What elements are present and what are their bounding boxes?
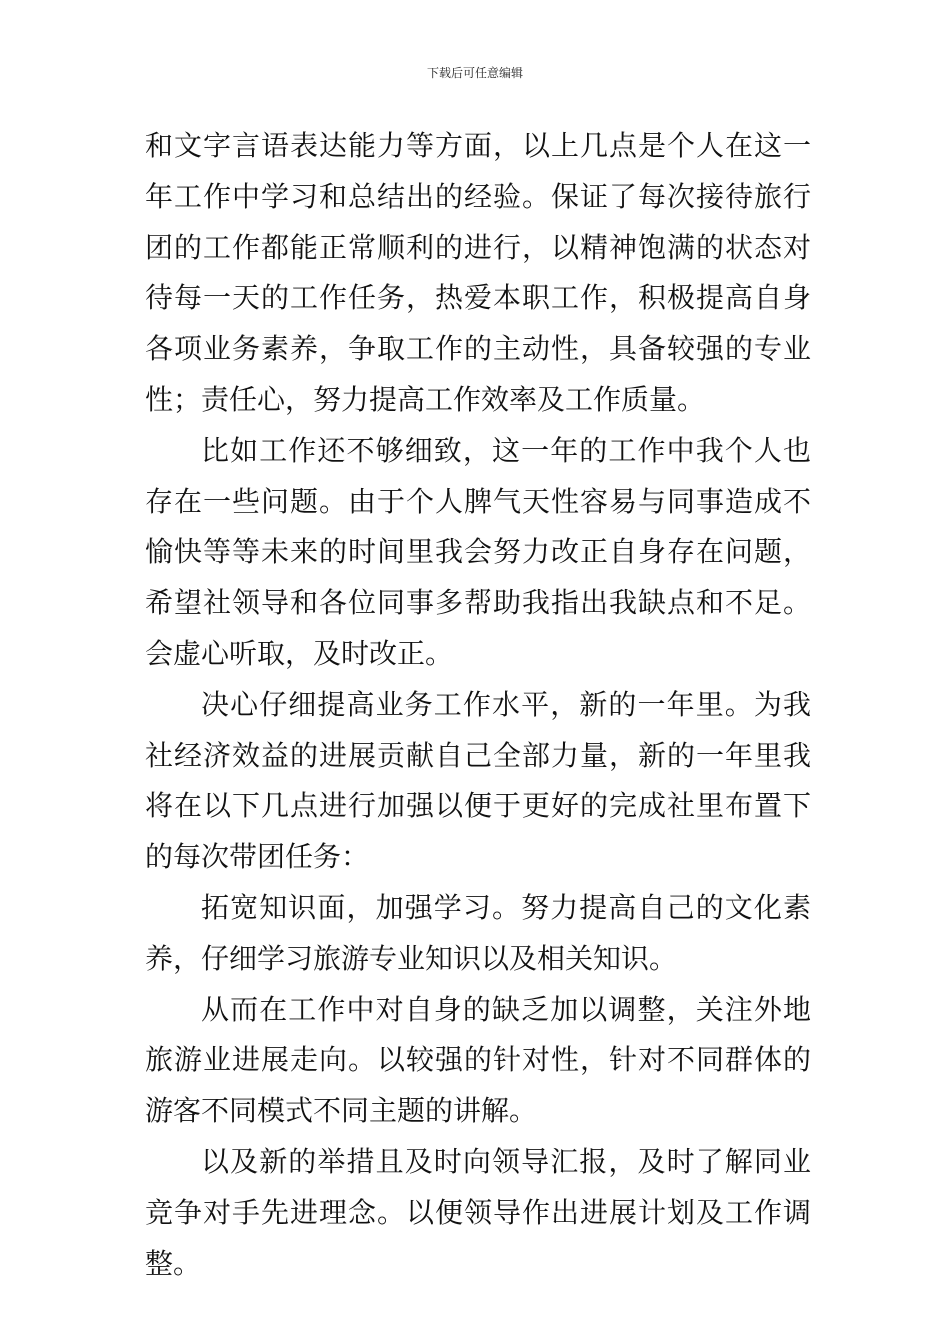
paragraph: 比如工作还不够细致，这一年的工作中我个人也存在一些问题。由于个人脾气天性容易与同事造成不愉快等等未来的时间里我会努力改正自身存在问题，希望社领导和各位同事多帮助我指出我缺点和不足。会虚心听取，及时改正。 [145, 433, 811, 670]
paragraph: 从而在工作中对自身的缺乏加以调整，关注外地旅游业进展走向。以较强的针对性，针对不同群体的游客不同模式不同主题的讲解。 [145, 992, 811, 1128]
document-body [145, 121, 811, 1289]
page-header: 下载后可任意编辑 [426, 66, 523, 80]
paragraph: 以及新的举措且及时向领导汇报，及时了解同业竞争对手先进理念。以便领导作出进展计划及工作调整。 [145, 1144, 811, 1280]
paragraph: 和文字言语表达能力等方面，以上几点是个人在这一年工作中学习和总结出的经验。保证了每次接待旅行团的工作都能正常顺利的进行，以精神饱满的状态对待每一天的工作任务，热爱本职工作，积极提高自身各项业务素养，争取工作的主动性，具备较强的专业性；责任心，努力提高工作效率及工作质量。 [145, 129, 811, 416]
paragraph: 决心仔细提高业务工作水平，新的一年里。为我社经济效益的进展贡献自己全部力量，新的一年里我将在以下几点进行加强以便于更好的完成社里布置下的每次带团任务： [145, 687, 811, 874]
paragraph: 拓宽知识面，加强学习。努力提高自己的文化素养，仔细学习旅游专业知识以及相关知识。 [145, 890, 811, 975]
